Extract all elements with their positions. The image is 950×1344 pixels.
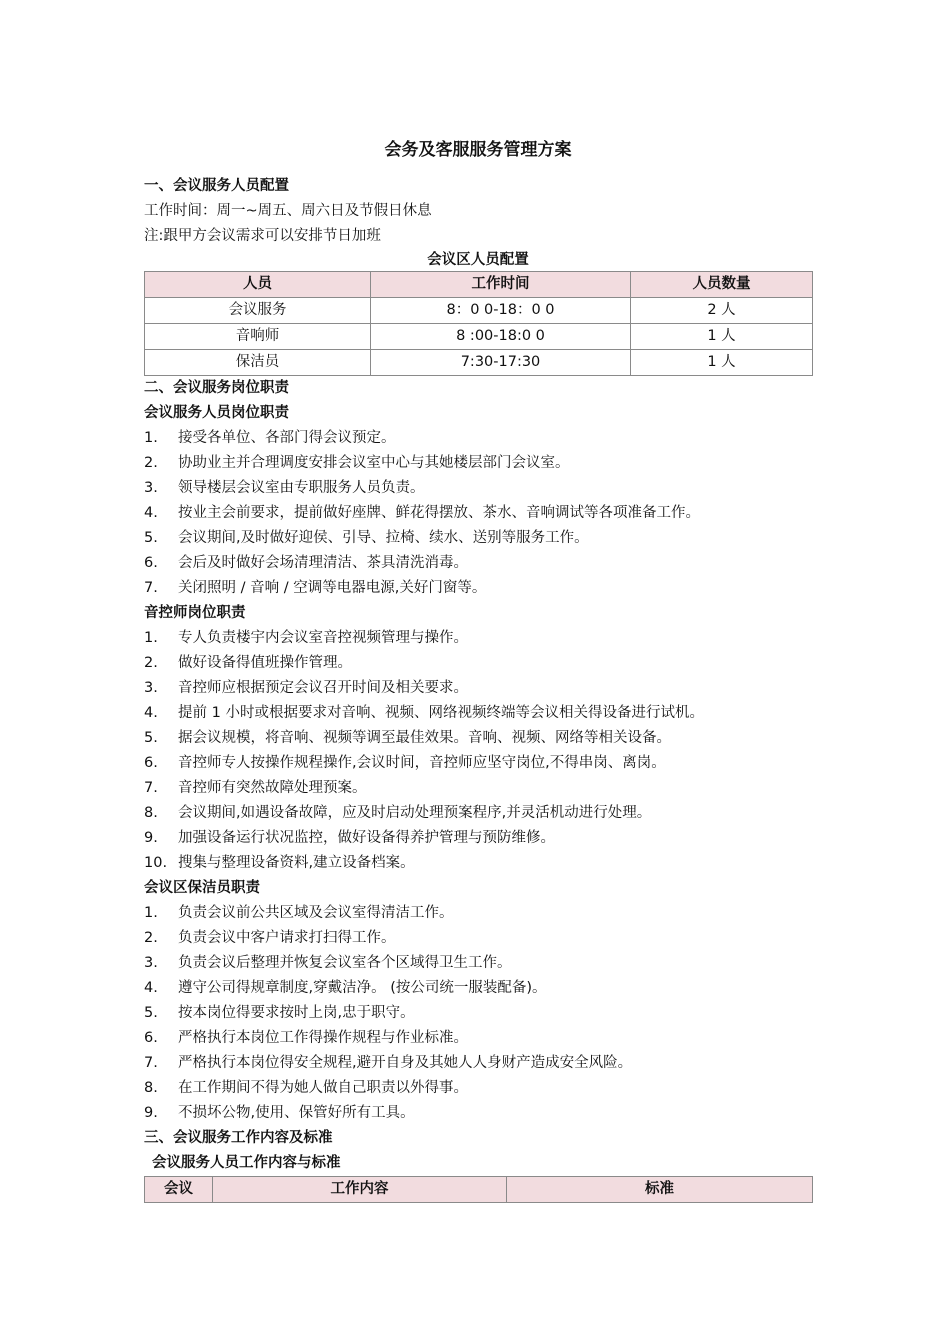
table-row — [145, 298, 813, 324]
list-item — [144, 801, 812, 826]
table-cell: 1 人 — [631, 350, 813, 376]
list-item — [144, 851, 812, 876]
list-item-number: 8. — [144, 1080, 158, 1096]
list-item — [144, 926, 812, 951]
list-item-text: 会议期间,及时做好迎侯、引导、拉椅、续水、送别等服务工作。 — [178, 530, 589, 546]
list-item-number: 10. — [144, 855, 168, 871]
table-cell: 8 :00-18:0 0 — [371, 324, 631, 350]
list-item-number: 6. — [144, 1030, 158, 1046]
table-cell: 会议服务 — [145, 298, 371, 324]
list-item-number: 6. — [144, 755, 158, 771]
list-item-text: 严格执行本岗位工作得操作规程与作业标准。 — [178, 1030, 468, 1046]
list-item — [144, 476, 812, 501]
list-item-text: 据会议规模，将音响、视频等调至最佳效果。音响、视频、网络等相关设备。 — [178, 730, 671, 746]
list-item-number: 3. — [144, 680, 158, 696]
table-cell: 7:30-17:30 — [371, 350, 631, 376]
duty-group-title: 会议区保洁员职责 — [144, 880, 260, 896]
list-item-text: 在工作期间不得为她人做自己职责以外得事。 — [178, 1080, 468, 1096]
column-header: 会议 — [145, 1177, 213, 1203]
list-item-number: 8. — [144, 805, 158, 821]
list-item-text: 不损坏公物,使用、保管好所有工具。 — [178, 1105, 415, 1121]
column-header: 标准 — [507, 1177, 813, 1203]
list-item — [144, 1026, 812, 1051]
list-item — [144, 451, 812, 476]
table-header-row — [145, 1177, 813, 1203]
column-header: 工作时间 — [371, 272, 631, 298]
list-item-text: 负责会议后整理并恢复会议室各个区域得卫生工作。 — [178, 955, 512, 971]
list-item-text: 接受各单位、各部门得会议预定。 — [178, 430, 396, 446]
list-item-number: 2. — [144, 930, 158, 946]
list-item-number: 7. — [144, 780, 158, 796]
list-item — [144, 501, 812, 526]
list-item-number: 7. — [144, 580, 158, 596]
column-header: 人员数量 — [631, 272, 813, 298]
list-item — [144, 1001, 812, 1026]
list-item-text: 做好设备得值班操作管理。 — [178, 655, 352, 671]
list-item — [144, 751, 812, 776]
list-item-text: 专人负责楼宇内会议室音控视频管理与操作。 — [178, 630, 468, 646]
list-item-number: 4. — [144, 705, 158, 721]
duty-group-title: 会议服务人员岗位职责 — [144, 405, 289, 421]
list-item-number: 7. — [144, 1055, 158, 1071]
list-item-number: 1. — [144, 630, 158, 646]
list-item — [144, 426, 812, 451]
list-item — [144, 901, 812, 926]
list-item — [144, 651, 812, 676]
list-item — [144, 726, 812, 751]
list-item-text: 按本岗位得要求按时上岗,忠于职守。 — [178, 1005, 415, 1021]
list-item — [144, 551, 812, 576]
list-item-text: 关闭照明 / 音响 / 空调等电器电源,关好门窗等。 — [178, 580, 487, 596]
list-item-text: 协助业主并合理调度安排会议室中心与其她楼层部门会议室。 — [178, 455, 570, 471]
list-item-text: 音控师有突然故障处理预案。 — [178, 780, 367, 796]
section-2-heading: 二、会议服务岗位职责 — [144, 380, 289, 396]
document-page — [144, 138, 812, 1203]
list-item-text: 音控师专人按操作规程操作,会议时间，音控师应坚守岗位,不得串岗、离岗。 — [178, 755, 666, 771]
list-item-text: 领导楼层会议室由专职服务人员负责。 — [178, 480, 425, 496]
list-item-number: 3. — [144, 480, 158, 496]
list-item-number: 4. — [144, 505, 158, 521]
document-title: 会务及客服服务管理方案 — [384, 140, 572, 160]
list-item-text: 按业主会前要求，提前做好座牌、鲜花得摆放、茶水、音响调试等各项准备工作。 — [178, 505, 700, 521]
list-item-number: 5. — [144, 530, 158, 546]
list-item-text: 遵守公司得规章制度,穿戴洁净。 (按公司统一服装配备)。 — [178, 980, 547, 996]
list-item — [144, 826, 812, 851]
section-1-heading: 一、会议服务人员配置 — [144, 178, 289, 194]
table-cell: 1 人 — [631, 324, 813, 350]
standards-table — [144, 1176, 813, 1203]
list-item-number: 1. — [144, 905, 158, 921]
list-item-number: 2. — [144, 655, 158, 671]
list-item — [144, 951, 812, 976]
list-item-text: 会议期间,如遇设备故障，应及时启动处理预案程序,并灵活机动进行处理。 — [178, 805, 652, 821]
list-item-text: 负责会议前公共区域及会议室得清洁工作。 — [178, 905, 454, 921]
list-item — [144, 1101, 812, 1126]
duty-group-title: 音控师岗位职责 — [144, 605, 246, 621]
column-header: 人员 — [145, 272, 371, 298]
list-item — [144, 976, 812, 1001]
list-item-number: 3. — [144, 955, 158, 971]
list-item — [144, 576, 812, 601]
list-item — [144, 1051, 812, 1076]
list-item — [144, 676, 812, 701]
duty-groups — [144, 401, 812, 1126]
list-item-number: 6. — [144, 555, 158, 571]
list-item-number: 1. — [144, 430, 158, 446]
list-item-text: 搜集与整理设备资料,建立设备档案。 — [178, 855, 415, 871]
staff-config-table — [144, 271, 813, 376]
list-item — [144, 626, 812, 651]
work-time-text: 工作时间：周一~周五、周六日及节假日休息 — [144, 203, 432, 219]
table-row — [145, 324, 813, 350]
table-row — [145, 350, 813, 376]
list-item-text: 负责会议中客户请求打扫得工作。 — [178, 930, 396, 946]
list-item-number: 9. — [144, 1105, 158, 1121]
table-cell: 2 人 — [631, 298, 813, 324]
list-item-number: 9. — [144, 830, 158, 846]
list-item-number: 2. — [144, 455, 158, 471]
table-header-row — [145, 272, 813, 298]
list-item-number: 5. — [144, 730, 158, 746]
list-item — [144, 1076, 812, 1101]
list-item — [144, 776, 812, 801]
list-item-text: 严格执行本岗位得安全规程,避开自身及其她人人身财产造成安全风险。 — [178, 1055, 633, 1071]
list-item-text: 会后及时做好会场清理清洁、茶具清洗消毒。 — [178, 555, 468, 571]
list-item — [144, 701, 812, 726]
table-cell: 8：0 0-18：0 0 — [371, 298, 631, 324]
table-cell: 音响师 — [145, 324, 371, 350]
section-3-subheading: 会议服务人员工作内容与标准 — [152, 1155, 341, 1171]
list-item-text: 音控师应根据预定会议召开时间及相关要求。 — [178, 680, 468, 696]
list-item-number: 5. — [144, 1005, 158, 1021]
section-3-heading: 三、会议服务工作内容及标准 — [144, 1130, 333, 1146]
column-header: 工作内容 — [213, 1177, 507, 1203]
note-text: 注:跟甲方会议需求可以安排节日加班 — [144, 228, 381, 244]
list-item-text: 加强设备运行状况监控，做好设备得养护管理与预防维修。 — [178, 830, 555, 846]
list-item — [144, 526, 812, 551]
table-cell: 保洁员 — [145, 350, 371, 376]
list-item-text: 提前 1 小时或根据要求对音响、视频、网络视频终端等会议相关得设备进行试机。 — [178, 705, 704, 721]
staff-table-caption: 会议区人员配置 — [427, 252, 529, 268]
list-item-number: 4. — [144, 980, 158, 996]
